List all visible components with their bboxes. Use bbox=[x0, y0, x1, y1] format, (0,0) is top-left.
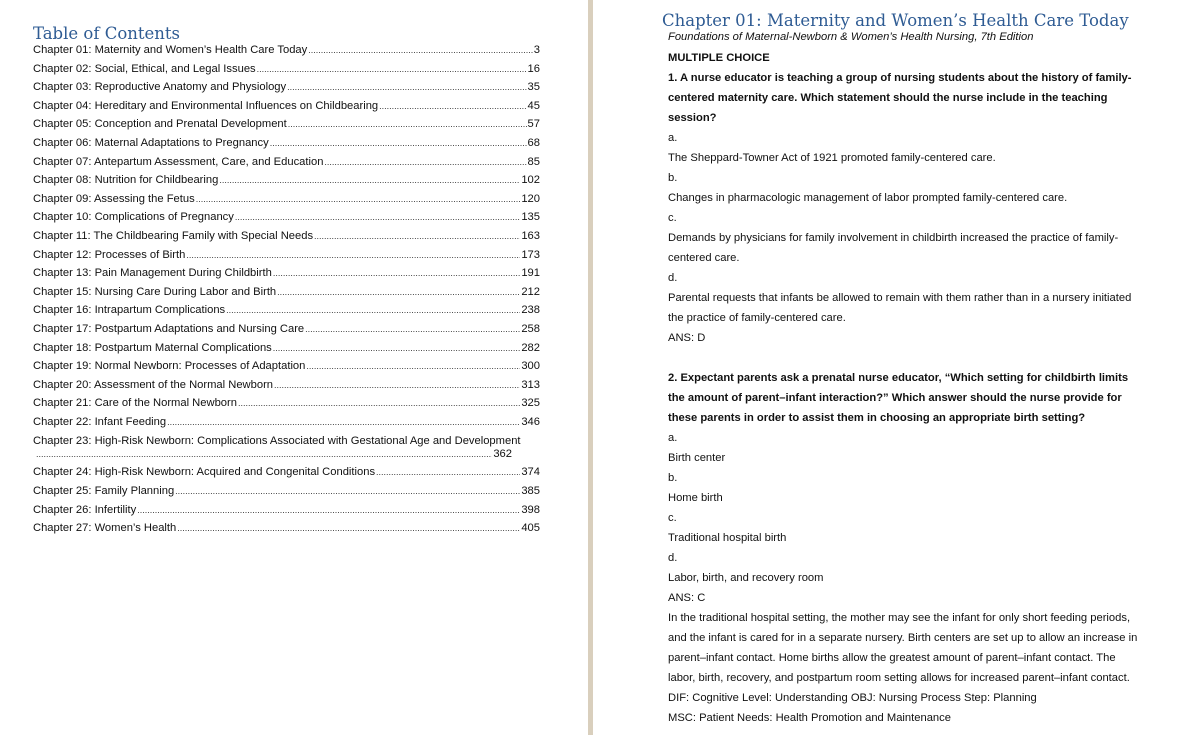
toc-entry-label: Chapter 27: Women’s Health bbox=[33, 522, 177, 535]
toc-entry-label: Chapter 26: Infertility bbox=[33, 503, 137, 516]
toc-entry-page: 374 bbox=[521, 466, 540, 479]
toc-leader-dots bbox=[274, 379, 520, 391]
toc-entry-label: Chapter 06: Maternal Adaptations to Pregnancy bbox=[33, 136, 269, 149]
question-stem-line: session? bbox=[668, 112, 717, 124]
option-text: Home birth bbox=[668, 492, 723, 504]
question-stem-line: these parents in order to assist them in choosing an appropriate birth setting? bbox=[668, 412, 1086, 424]
toc-leader-dots bbox=[287, 81, 526, 93]
toc-entry-page: 405 bbox=[521, 522, 540, 535]
toc-entry-page: 282 bbox=[521, 341, 540, 354]
toc-entry-page: 362 bbox=[493, 448, 512, 461]
toc-leader-dots bbox=[305, 323, 520, 335]
toc-entry-page: 346 bbox=[521, 415, 540, 428]
toc-leader-dots bbox=[324, 156, 526, 168]
toc-entry[interactable] bbox=[33, 416, 540, 435]
toc-entry[interactable] bbox=[33, 81, 540, 100]
toc-entry-page: 191 bbox=[521, 267, 540, 280]
toc-entry-label: Chapter 24: High-Risk Newborn: Acquired and Congenital Conditions bbox=[33, 466, 376, 479]
toc-entry[interactable] bbox=[33, 63, 540, 82]
option-text: Demands by physicians for family involvement in childbirth increased the practice of family- bbox=[668, 232, 1119, 244]
toc-entry[interactable] bbox=[33, 44, 540, 63]
answer-line: ANS: C bbox=[668, 592, 706, 604]
toc-leader-dots bbox=[376, 466, 520, 478]
toc-entry-label: Chapter 17: Postpartum Adaptations and Nursing Care bbox=[33, 322, 305, 335]
option-text: the practice of family-centered care. bbox=[668, 312, 846, 324]
toc-entry[interactable] bbox=[33, 485, 540, 504]
toc-entry-label: Chapter 22: Infant Feeding bbox=[33, 415, 167, 428]
toc-entry[interactable] bbox=[33, 379, 540, 398]
toc-entry[interactable] bbox=[33, 230, 540, 249]
chapter-title: Chapter 01: Maternity and Women’s Health Care Today bbox=[662, 11, 1129, 30]
option-letter: c. bbox=[668, 212, 677, 224]
option-letter: b. bbox=[668, 172, 678, 184]
option-letter: a. bbox=[668, 132, 678, 144]
toc-leader-dots bbox=[137, 504, 520, 516]
question-stem-line: the amount of parent–infant interaction?” Which answer should the nurse provide for bbox=[668, 392, 1122, 404]
section-heading: MULTIPLE CHOICE bbox=[668, 52, 770, 64]
toc-entry-page: 258 bbox=[521, 322, 540, 335]
question-stem-line: 1. A nurse educator is teaching a group of nursing students about the history of family- bbox=[668, 72, 1132, 84]
rationale-line: labor, birth, recovery, and postpartum room setting allows for increased parent–infant contact. bbox=[668, 672, 1130, 684]
toc-leader-dots bbox=[277, 286, 520, 298]
toc-leader-dots bbox=[270, 137, 527, 149]
toc-entry-label: Chapter 03: Reproductive Anatomy and Physiology bbox=[33, 81, 287, 94]
toc-entry[interactable] bbox=[33, 434, 540, 466]
toc-entry-label: Chapter 23: High-Risk Newborn: Complications Associated with Gestational Age and Development bbox=[33, 435, 521, 448]
option-text: Labor, birth, and recovery room bbox=[668, 572, 824, 584]
toc-entry-label: Chapter 25: Family Planning bbox=[33, 485, 175, 498]
toc-entry-page: 45 bbox=[527, 99, 540, 112]
option-letter: d. bbox=[668, 272, 678, 284]
toc-entry-label: Chapter 09: Assessing the Fetus bbox=[33, 192, 195, 205]
toc-entry-label: Chapter 05: Conception and Prenatal Development bbox=[33, 118, 287, 131]
toc-entry[interactable] bbox=[33, 174, 540, 193]
option-letter: d. bbox=[668, 552, 678, 564]
toc-entry-label: Chapter 20: Assessment of the Normal Newborn bbox=[33, 378, 274, 391]
toc-entry[interactable] bbox=[33, 211, 540, 230]
option-text: The Sheppard-Towner Act of 1921 promoted family-centered care. bbox=[668, 152, 996, 164]
option-letter: a. bbox=[668, 432, 678, 444]
toc-entry-label: Chapter 08: Nutrition for Childbearing bbox=[33, 174, 219, 187]
toc-entry-label: Chapter 10: Complications of Pregnancy bbox=[33, 211, 234, 224]
toc-entry-page: 16 bbox=[527, 62, 540, 75]
toc-entry-page: 313 bbox=[521, 378, 540, 391]
toc-entry[interactable] bbox=[33, 286, 540, 305]
toc-leader-dots bbox=[379, 100, 526, 112]
toc-entry[interactable] bbox=[33, 342, 540, 361]
toc-entry[interactable] bbox=[33, 100, 540, 119]
toc-leader-dots bbox=[257, 63, 527, 75]
answer-line: ANS: D bbox=[668, 332, 706, 344]
toc-entry-page: 85 bbox=[527, 155, 540, 168]
toc-list bbox=[33, 44, 540, 541]
option-letter: b. bbox=[668, 472, 678, 484]
toc-entry-page: 163 bbox=[521, 229, 540, 242]
toc-entry[interactable] bbox=[33, 304, 540, 323]
option-text: Changes in pharmacologic management of labor prompted family-centered care. bbox=[668, 192, 1068, 204]
toc-entry[interactable] bbox=[33, 156, 540, 175]
option-letter: c. bbox=[668, 512, 677, 524]
toc-entry-label: Chapter 19: Normal Newborn: Processes of Adaptation bbox=[33, 360, 306, 373]
rationale-line: In the traditional hospital setting, the mother may see the infant for only short feeding periods, bbox=[668, 612, 1131, 624]
rationale-line: and the infant is cared for in a separate nursery. Birth centers are set up to allow an increase in bbox=[668, 632, 1138, 644]
toc-entry-page: 300 bbox=[521, 360, 540, 373]
toc-entry-label: Chapter 04: Hereditary and Environmental Influences on Childbearing bbox=[33, 99, 379, 112]
toc-entry-label: Chapter 11: The Childbearing Family with Special Needs bbox=[33, 229, 314, 242]
toc-leader-dots bbox=[167, 416, 520, 428]
toc-leader-dots bbox=[36, 448, 492, 460]
toc-entry-page: 238 bbox=[521, 304, 540, 317]
toc-entry[interactable] bbox=[33, 397, 540, 416]
toc-entry[interactable] bbox=[33, 118, 540, 137]
toc-leader-dots bbox=[177, 522, 520, 534]
option-text: Parental requests that infants be allowed to remain with them rather than in a nursery initiated bbox=[668, 292, 1132, 304]
toc-entry-label: Chapter 02: Social, Ethical, and Legal Issues bbox=[33, 62, 256, 75]
toc-entry-page: 3 bbox=[533, 44, 540, 56]
left-page bbox=[0, 0, 588, 735]
toc-entry[interactable] bbox=[33, 504, 540, 523]
toc-entry-page: 120 bbox=[521, 192, 540, 205]
difficulty-line: DIF: Cognitive Level: Understanding OBJ: Nursing Process Step: Planning bbox=[668, 692, 1037, 704]
chapter-content bbox=[668, 48, 1163, 728]
toc-leader-dots bbox=[314, 230, 520, 242]
toc-entry-page: 57 bbox=[527, 118, 540, 131]
toc-leader-dots bbox=[273, 342, 521, 354]
toc-entry-page: 135 bbox=[521, 211, 540, 224]
toc-entry-label: Chapter 07: Antepartum Assessment, Care, and Education bbox=[33, 155, 324, 168]
toc-entry-page: 68 bbox=[527, 136, 540, 149]
book-subtitle: Foundations of Maternal-Newborn & Women’s Health Nursing, 7th Edition bbox=[668, 31, 1034, 43]
toc-leader-dots bbox=[196, 193, 521, 205]
toc-entry-page: 102 bbox=[521, 174, 540, 187]
rationale-line: parent–infant contact. Home births allow the greatest amount of parent–infant contact. The bbox=[668, 652, 1116, 664]
toc-leader-dots bbox=[219, 174, 520, 186]
toc-entry-label: Chapter 16: Intrapartum Complications bbox=[33, 304, 226, 317]
toc-entry-label: Chapter 12: Processes of Birth bbox=[33, 248, 186, 261]
toc-leader-dots bbox=[306, 360, 520, 372]
toc-leader-dots bbox=[273, 267, 521, 279]
toc-entry-label: Chapter 18: Postpartum Maternal Complications bbox=[33, 341, 272, 354]
option-text: centered care. bbox=[668, 252, 740, 264]
option-text: Birth center bbox=[668, 452, 726, 464]
toc-entry[interactable] bbox=[33, 267, 540, 286]
toc-entry-label: Chapter 13: Pain Management During Childbirth bbox=[33, 267, 272, 280]
right-page bbox=[593, 0, 1179, 735]
question-stem-line: centered maternity care. Which statement should the nurse include in the teaching bbox=[668, 92, 1108, 104]
toc-entry[interactable] bbox=[33, 137, 540, 156]
toc-leader-dots bbox=[175, 485, 520, 497]
toc-leader-dots bbox=[186, 249, 520, 261]
toc-entry[interactable] bbox=[33, 522, 540, 541]
toc-entry[interactable] bbox=[33, 466, 540, 485]
toc-leader-dots bbox=[226, 304, 520, 316]
toc-entry-label: Chapter 01: Maternity and Women’s Health Care Today bbox=[33, 44, 308, 56]
toc-entry[interactable] bbox=[33, 193, 540, 212]
toc-entry-page: 398 bbox=[521, 503, 540, 516]
question-1 bbox=[668, 68, 1163, 348]
toc-leader-dots bbox=[238, 397, 520, 409]
toc-leader-dots bbox=[308, 44, 533, 56]
option-text: Traditional hospital birth bbox=[668, 532, 787, 544]
toc-entry-page: 325 bbox=[521, 397, 540, 410]
toc-entry-page: 212 bbox=[521, 285, 540, 298]
toc-entry[interactable] bbox=[33, 360, 540, 379]
msc-line: MSC: Patient Needs: Health Promotion and Maintenance bbox=[668, 712, 951, 724]
toc-entry-page: 173 bbox=[521, 248, 540, 261]
toc-title: Table of Contents bbox=[33, 24, 181, 43]
question-stem-line: 2. Expectant parents ask a prenatal nurse educator, “Which setting for childbirth limits bbox=[668, 372, 1129, 384]
toc-leader-dots bbox=[235, 211, 520, 223]
toc-entry-page: 385 bbox=[521, 485, 540, 498]
toc-entry[interactable] bbox=[33, 323, 540, 342]
toc-entry[interactable] bbox=[33, 249, 540, 268]
toc-entry-page: 35 bbox=[527, 81, 540, 94]
toc-entry-label: Chapter 21: Care of the Normal Newborn bbox=[33, 397, 237, 410]
question-2 bbox=[668, 368, 1163, 728]
toc-leader-dots bbox=[288, 118, 527, 130]
toc-entry-label: Chapter 15: Nursing Care During Labor and Birth bbox=[33, 285, 277, 298]
